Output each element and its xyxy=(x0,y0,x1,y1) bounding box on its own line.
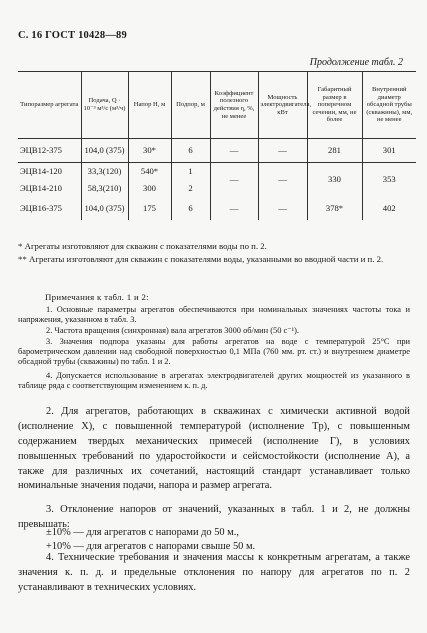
col-diameter: Внутренний диаметр обсадной трубы (скважины), мм, не менее xyxy=(362,72,416,139)
cell-model: ЭЦВ16-375 xyxy=(18,197,81,220)
col-model: Типоразмер агрегата xyxy=(18,72,81,139)
cell-backup: 6 xyxy=(171,139,210,163)
paragraph-4 xyxy=(18,551,410,596)
footnote-1: * Агрегаты изготовляют для скважин с показателями воды по п. 2. xyxy=(18,241,267,251)
cell-model: ЭЦВ12-375 xyxy=(18,139,81,163)
cell-diameter: 301 xyxy=(362,139,416,163)
col-efficiency: Коэффициент полезного действия η, %, не менее xyxy=(210,72,258,139)
note-1-text: 1. Основные параметры агрегатов обеспечиваются при номинальных значениях частоты тока и напряжения, указанном в табл. 3. xyxy=(18,305,410,324)
col-head: Напор H, м xyxy=(128,72,171,139)
paragraph-3-text: 3. Отклонение напоров от значений, указанных в табл. 1 и 2, не должны превышать: xyxy=(18,504,410,530)
note-3-text: 3. Значения подпора указаны для работы агрегатов на воде с температурой 25°С при барометрическом давлении над свободной поверхностью 0,1 МПа (760 мм. рт. ст.) и внутреннем диаметре обсадной трубы (скважины) по табл. 1 и 2. xyxy=(18,337,410,366)
cell-flow: 104,0 (375) xyxy=(81,139,128,163)
cell-efficiency: — xyxy=(210,197,258,220)
cell-diameter: 353 xyxy=(362,163,416,198)
note-2-text: 2. Частота вращения (синхронная) вала агрегатов 3000 об/мин (50 с⁻¹). xyxy=(46,326,300,335)
cell-power: — xyxy=(258,139,307,163)
cell-power: — xyxy=(258,163,307,198)
paragraph-2 xyxy=(18,405,410,494)
table-row xyxy=(18,197,416,220)
cell-head: 540* xyxy=(128,163,171,181)
cell-head: 300 xyxy=(128,180,171,197)
cell-backup: 2 xyxy=(171,180,210,197)
cell-size: 281 xyxy=(307,139,362,163)
cell-power: — xyxy=(258,197,307,220)
cell-head: 30* xyxy=(128,139,171,163)
tolerance-line-1: ±10% — для агрегатов с напорами до 50 м., xyxy=(46,527,239,538)
table-row xyxy=(18,163,416,181)
col-size: Габаритный размер в поперечном сечении, мм, не более xyxy=(307,72,362,139)
cell-efficiency: — xyxy=(210,163,258,198)
cell-model: ЭЦВ14-120 xyxy=(18,163,81,181)
parameters-table xyxy=(18,71,416,220)
note-3 xyxy=(18,337,410,367)
cell-flow: 58,3(210) xyxy=(81,180,128,197)
table-row xyxy=(18,139,416,163)
footnote-2: ** Агрегаты изготовляют для скважин с показателями воды, указанными во вводной части и п. 2. xyxy=(18,254,384,264)
tolerance-line-2: +10% — для агрегатов с напорами свыше 50 м. xyxy=(46,541,256,552)
cell-efficiency: — xyxy=(210,139,258,163)
note-1 xyxy=(18,305,410,325)
cell-model: ЭЦВ14-210 xyxy=(18,180,81,197)
note-4 xyxy=(18,371,410,391)
paragraph-4-text: 4. Технические требования и значения массы к конкретным агрегатам, а также значения к. п. д. и предельные отклонения по напору для агрегатов по п. 2 устанавливают в технических условиях. xyxy=(18,552,410,593)
table-continuation-label: Продолжение табл. 2 xyxy=(309,57,403,68)
paragraph-2-text: 2. Для агрегатов, работающих в скважинах с химически активной водой (исполнение X), с повышенной температурой (исполнение Tр), с повышенным содержанием твердых механических примесей (исполнение Г), в условиях повышенных требований по ударостойкости и сейсмостойкости (исполнение А), а также для различных их сочетаний, настоящий стандарт устанавливает только номинальные значения подачи, напора и размер агрегата. xyxy=(18,406,410,492)
page-header: С. 16 ГОСТ 10428—89 xyxy=(18,30,127,41)
cell-diameter: 402 xyxy=(362,197,416,220)
note-2 xyxy=(18,326,410,336)
col-power: Мощность электродвигателя, кВт xyxy=(258,72,307,139)
notes-title: Примечания к табл. 1 и 2: xyxy=(45,292,149,302)
cell-backup: 6 xyxy=(171,197,210,220)
cell-flow: 33,3(120) xyxy=(81,163,128,181)
col-backup: Подпор, м xyxy=(171,72,210,139)
cell-flow: 104,0 (375) xyxy=(81,197,128,220)
cell-size: 330 xyxy=(307,163,362,198)
cell-head: 175 xyxy=(128,197,171,220)
col-flow: Подача, Q · 10⁻³ м³/с (м³/ч) xyxy=(81,72,128,139)
note-4-text: 4. Допускается использование в агрегатах электродвигателей других мощностей из указанного в таблице ряда с соответствующим изменением к. п. д. xyxy=(18,371,410,390)
table-header-row xyxy=(18,72,416,139)
cell-size: 378* xyxy=(307,197,362,220)
cell-backup: 1 xyxy=(171,163,210,181)
